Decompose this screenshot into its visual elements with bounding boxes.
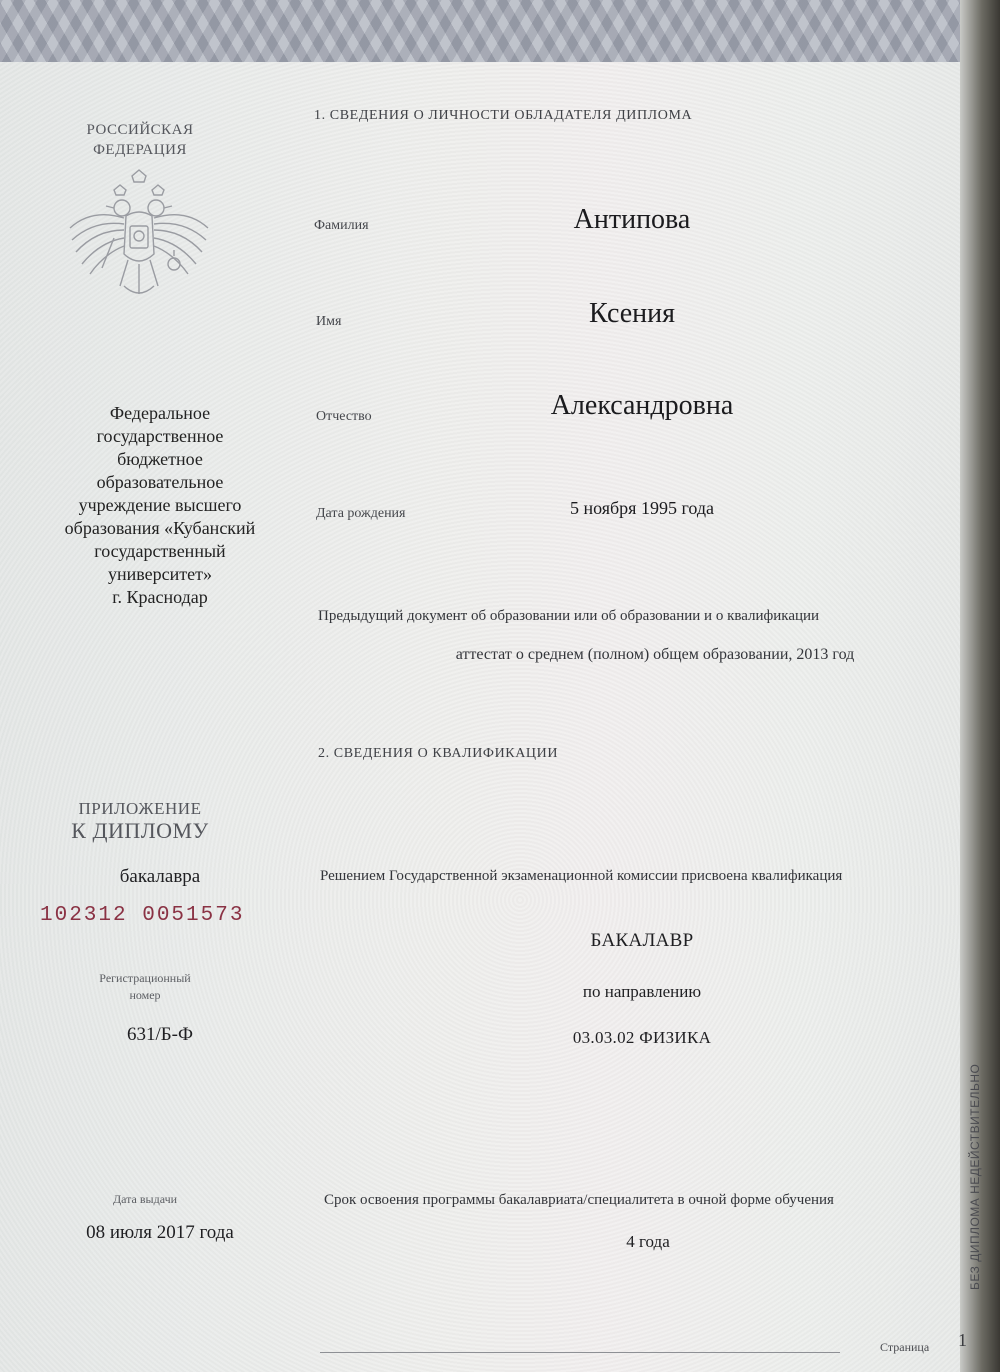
name-label: Имя xyxy=(316,314,342,329)
country-line-1: РОССИЙСКАЯ xyxy=(86,122,194,138)
birth-date-label: Дата рождения xyxy=(316,506,406,521)
country-title xyxy=(60,120,220,160)
registration-label-line-1: Регистрационный xyxy=(99,971,191,985)
patronymic-label: Отчество xyxy=(316,409,372,424)
appendix-title-line-2: К ДИПЛОМУ xyxy=(71,818,209,843)
patronymic-value: Александровна xyxy=(550,390,734,421)
university-line: учреждение высшего xyxy=(78,495,242,515)
country-line-2: ФЕДЕРАЦИЯ xyxy=(93,142,187,158)
university-line: бюджетное xyxy=(117,449,203,469)
name-value: Ксения xyxy=(588,298,676,329)
page-label: Страница xyxy=(880,1340,930,1354)
validity-note: БЕЗ ДИПЛОМА НЕДЕЙСТВИТЕЛЬНО xyxy=(968,1063,982,1290)
section-2-title: 2. СВЕДЕНИЯ О КВАЛИФИКАЦИИ xyxy=(318,746,559,761)
issue-date: 08 июля 2017 года xyxy=(86,1222,234,1243)
page-number: 1 xyxy=(958,1330,967,1350)
direction-label: по направлению xyxy=(582,982,702,1001)
study-term-value: 4 года xyxy=(626,1232,670,1251)
surname-value: Антипова xyxy=(573,204,691,235)
university-line: образовательное xyxy=(96,472,224,492)
university-line: государственное xyxy=(96,426,224,446)
commission-decision-text: Решением Государственной экзаменационной комиссии присвоена квалификация xyxy=(320,868,843,884)
appendix-title xyxy=(60,798,220,842)
qualification-value: БАКАЛАВР xyxy=(590,930,694,951)
serial-number: 102312 0051573 xyxy=(40,904,245,927)
security-pattern-band xyxy=(0,0,960,62)
university-line: государственный xyxy=(94,541,226,561)
university-name xyxy=(30,402,290,609)
previous-document-value: аттестат о среднем (полном) общем образовании, 2013 год xyxy=(455,646,855,663)
direction-value: 03.03.02 ФИЗИКА xyxy=(572,1028,712,1047)
previous-document-label: Предыдущий документ об образовании или об образовании и о квалификации xyxy=(318,608,820,624)
bottom-rule xyxy=(320,1352,840,1353)
university-city: г. Краснодар xyxy=(112,587,208,607)
appendix-title-line-1: ПРИЛОЖЕНИЕ xyxy=(78,799,202,818)
russian-coat-of-arms-icon xyxy=(62,168,216,304)
study-term-label: Срок освоения программы бакалавриата/специалитета в очной форме обучения xyxy=(324,1192,834,1208)
issue-date-label: Дата выдачи xyxy=(112,1192,178,1206)
registration-number-label xyxy=(70,970,220,1004)
registration-label-line-2: номер xyxy=(129,988,161,1002)
university-line: Федеральное xyxy=(109,403,211,423)
surname-label: Фамилия xyxy=(314,218,369,233)
degree-level: бакалавра xyxy=(119,866,201,887)
university-line: образования «Кубанский xyxy=(64,518,256,538)
section-1-title: 1. СВЕДЕНИЯ О ЛИЧНОСТИ ОБЛАДАТЕЛЯ ДИПЛОМА xyxy=(314,108,693,123)
registration-number: 631/Б-Ф xyxy=(126,1024,194,1045)
birth-date-value: 5 ноября 1995 года xyxy=(569,498,715,518)
university-line: университет» xyxy=(108,564,212,584)
